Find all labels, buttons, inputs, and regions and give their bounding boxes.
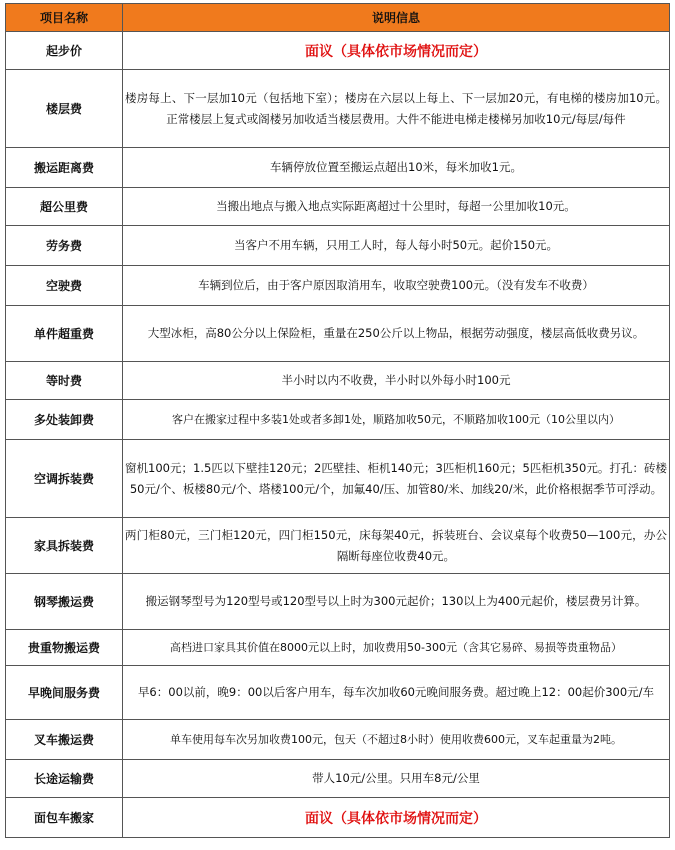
row-desc: 两门柜80元，三门柜120元，四门柜150元，床每架40元，拆装班台、会议桌每个收费50—100元，办公隔断每座位收费40元。 — [123, 518, 670, 574]
row-name: 多处装卸费 — [6, 400, 123, 440]
row-desc: 车辆到位后，由于客户原因取消用车，收取空驶费100元。（没有发车不收费） — [123, 266, 670, 306]
row-desc: 搬运钢琴型号为120型号或120型号以上时为300元起价；130以上为400元起价，楼层费另计算。 — [123, 574, 670, 630]
table-row — [6, 188, 670, 226]
row-name: 空驶费 — [6, 266, 123, 306]
table-row — [6, 798, 670, 838]
table-row — [6, 630, 670, 666]
table-row — [6, 400, 670, 440]
table-row — [6, 574, 670, 630]
row-name: 超公里费 — [6, 188, 123, 226]
table-header-row — [6, 4, 670, 32]
table-row — [6, 720, 670, 760]
row-desc: 当客户不用车辆，只用工人时，每人每小时50元。起价150元。 — [123, 226, 670, 266]
row-desc: 楼房每上、下一层加10元（包括地下室）；楼房在六层以上每上、下一层加20元，有电梯的楼房加10元。正常楼层上复式或阁楼另加收适当楼层费用。大件不能进电梯走楼梯另加收10元/每层/每件 — [123, 70, 670, 148]
row-desc: 面议（具体依市场情况而定） — [123, 32, 670, 70]
row-desc: 早6：00以前，晚9：00以后客户用车，每车次加收60元晚间服务费。超过晚上12：00起价300元/车 — [123, 666, 670, 720]
table-row — [6, 70, 670, 148]
row-name: 叉车搬运费 — [6, 720, 123, 760]
column-header-info: 说明信息 — [123, 4, 670, 32]
row-name: 楼层费 — [6, 70, 123, 148]
row-name: 空调拆装费 — [6, 440, 123, 518]
row-name: 等时费 — [6, 362, 123, 400]
table-row — [6, 440, 670, 518]
row-name: 贵重物搬运费 — [6, 630, 123, 666]
row-name: 劳务费 — [6, 226, 123, 266]
row-desc: 半小时以内不收费，半小时以外每小时100元 — [123, 362, 670, 400]
table-row — [6, 226, 670, 266]
table-row — [6, 518, 670, 574]
row-name: 起步价 — [6, 32, 123, 70]
row-desc: 单车使用每车次另加收费100元，包天（不超过8小时）使用收费600元，叉车起重量为2吨。 — [123, 720, 670, 760]
row-desc: 车辆停放位置至搬运点超出10米，每米加收1元。 — [123, 148, 670, 188]
table-row — [6, 266, 670, 306]
table-row — [6, 148, 670, 188]
row-desc: 窗机100元；1.5匹以下壁挂120元；2匹壁挂、柜机140元；3匹柜机160元；5匹柜机350元。打孔：砖楼50元/个、板楼80元/个、塔楼100元/个，加氟40/压、加管80/米、加线20/米，此价格根据季节可浮动。 — [123, 440, 670, 518]
row-desc: 高档进口家具其价值在8000元以上时，加收费用50-300元（含其它易碎、易损等贵重物品） — [123, 630, 670, 666]
row-desc: 带人10元/公里。只用车8元/公里 — [123, 760, 670, 798]
row-name: 家具拆装费 — [6, 518, 123, 574]
table-row — [6, 306, 670, 362]
table-row — [6, 666, 670, 720]
row-desc: 客户在搬家过程中多装1处或者多卸1处，顺路加收50元，不顺路加收100元（10公里以内） — [123, 400, 670, 440]
row-name: 长途运输费 — [6, 760, 123, 798]
row-desc: 当搬出地点与搬入地点实际距离超过十公里时，每超一公里加收10元。 — [123, 188, 670, 226]
row-name: 搬运距离费 — [6, 148, 123, 188]
column-header-name: 项目名称 — [6, 4, 123, 32]
row-desc: 大型冰柜，高80公分以上保险柜，重量在250公斤以上物品，根据劳动强度，楼层高低收费另议。 — [123, 306, 670, 362]
table-row — [6, 362, 670, 400]
fee-table — [5, 3, 670, 838]
table-row — [6, 32, 670, 70]
row-desc: 面议（具体依市场情况而定） — [123, 798, 670, 838]
row-name: 钢琴搬运费 — [6, 574, 123, 630]
row-name: 单件超重费 — [6, 306, 123, 362]
table-row — [6, 760, 670, 798]
row-name: 早晚间服务费 — [6, 666, 123, 720]
row-name: 面包车搬家 — [6, 798, 123, 838]
